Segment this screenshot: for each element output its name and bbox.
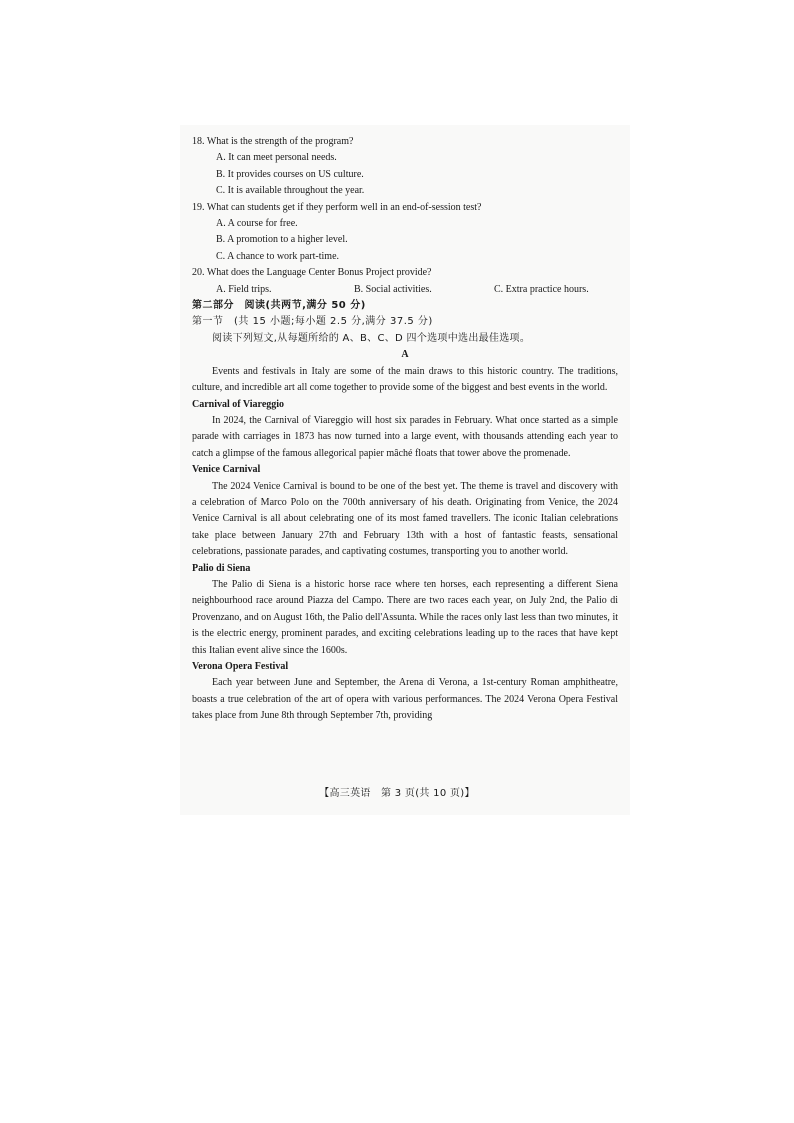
question-20 — [192, 265, 618, 298]
options-row — [216, 282, 618, 298]
event-venice — [192, 462, 618, 560]
event-title: Palio di Siena — [192, 562, 251, 574]
question-19 — [192, 200, 618, 266]
event-title: Verona Opera Festival — [192, 661, 289, 672]
option-a: A. Field trips. — [216, 283, 272, 295]
event-text: Each year between June and September, the Arena di Verona, a 1st-century Roman amphitheatre, boasts a true celebration of the art of opera with various performances. The 2024 Verona Opera Festival takes place from June 8th through September 7th, providing — [192, 677, 618, 722]
section-one-heading: 第一节 (共 15 小题;每小题 2.5 分,满分 37.5 分) — [192, 316, 433, 328]
part-two-heading: 第二部分 阅读(共两节,满分 50 分) — [192, 300, 366, 312]
passage-label: A — [401, 349, 409, 361]
intro-paragraph: Events and festivals in Italy are some of the main draws to this historic country. The traditions, culture, and incredible art all come together to provide some of the biggest and best events in the world. — [192, 365, 618, 394]
event-text: In 2024, the Carnival of Viareggio will host six parades in February. What once started as a simple parade with carriages in 1873 has now turned into a large event, with thousands attending each year to catch a glimpse of the famous allegorical papier mâché floats that tower above the promenade. — [192, 414, 618, 459]
option-b: B. A promotion to a higher level. — [216, 234, 348, 246]
option-c: C. Extra practice hours. — [494, 283, 589, 295]
event-verona — [192, 659, 618, 725]
option-a: A. It can meet personal needs. — [216, 152, 337, 164]
event-title: Carnival of Viareggio — [192, 398, 285, 410]
question-stem: 19. What can students get if they perform well in an end-of-session test? — [192, 201, 482, 213]
question-stem: 18. What is the strength of the program? — [192, 136, 354, 147]
question-18 — [192, 134, 618, 200]
event-title: Venice Carnival — [192, 464, 261, 476]
event-viareggio — [192, 397, 618, 463]
question-stem: 20. What does the Language Center Bonus Project provide? — [192, 267, 432, 279]
page-footer: 【高三英语 第 3 页(共 10 页)】 — [319, 788, 475, 799]
reading-instruction: 阅读下列短文,从每题所给的 A、B、C、D 四个选项中选出最佳选项。 — [212, 332, 531, 344]
event-text: The 2024 Venice Carnival is bound to be one of the best yet. The theme is travel and discovery with a celebration of Marco Polo on the 700th anniversary of his death. Originating from Venice, the 2024 Venice Carnival is all about celebrating one of its most famed travellers. The iconic Italian celebrations take place between January 27th and February 13th with a host of fantastic feasts, sensational celebrations, passionate parades, and captivating costumes, transporting you to another world. — [192, 480, 618, 558]
option-c: C. It is available throughout the year. — [216, 185, 365, 197]
option-a: A. A course for free. — [216, 218, 298, 230]
option-b: B. Social activities. — [354, 283, 432, 295]
option-c: C. A chance to work part-time. — [216, 250, 340, 262]
page-content — [192, 134, 618, 725]
event-siena — [192, 561, 618, 659]
option-b: B. It provides courses on US culture. — [216, 168, 364, 180]
event-text: The Palio di Siena is a historic horse race where ten horses, each representing a different Siena neighbourhood race around Piazza del Campo. There are two races each year, on July 2nd, the Palio di Provenzano, and on August 16th, the Palio dell'Assunta. While the races only last less than two minutes, it is the electric energy, prominent parades, and exciting celebrations leading up to the races that have kept this Italian event alive since the 1600s. — [192, 578, 618, 656]
